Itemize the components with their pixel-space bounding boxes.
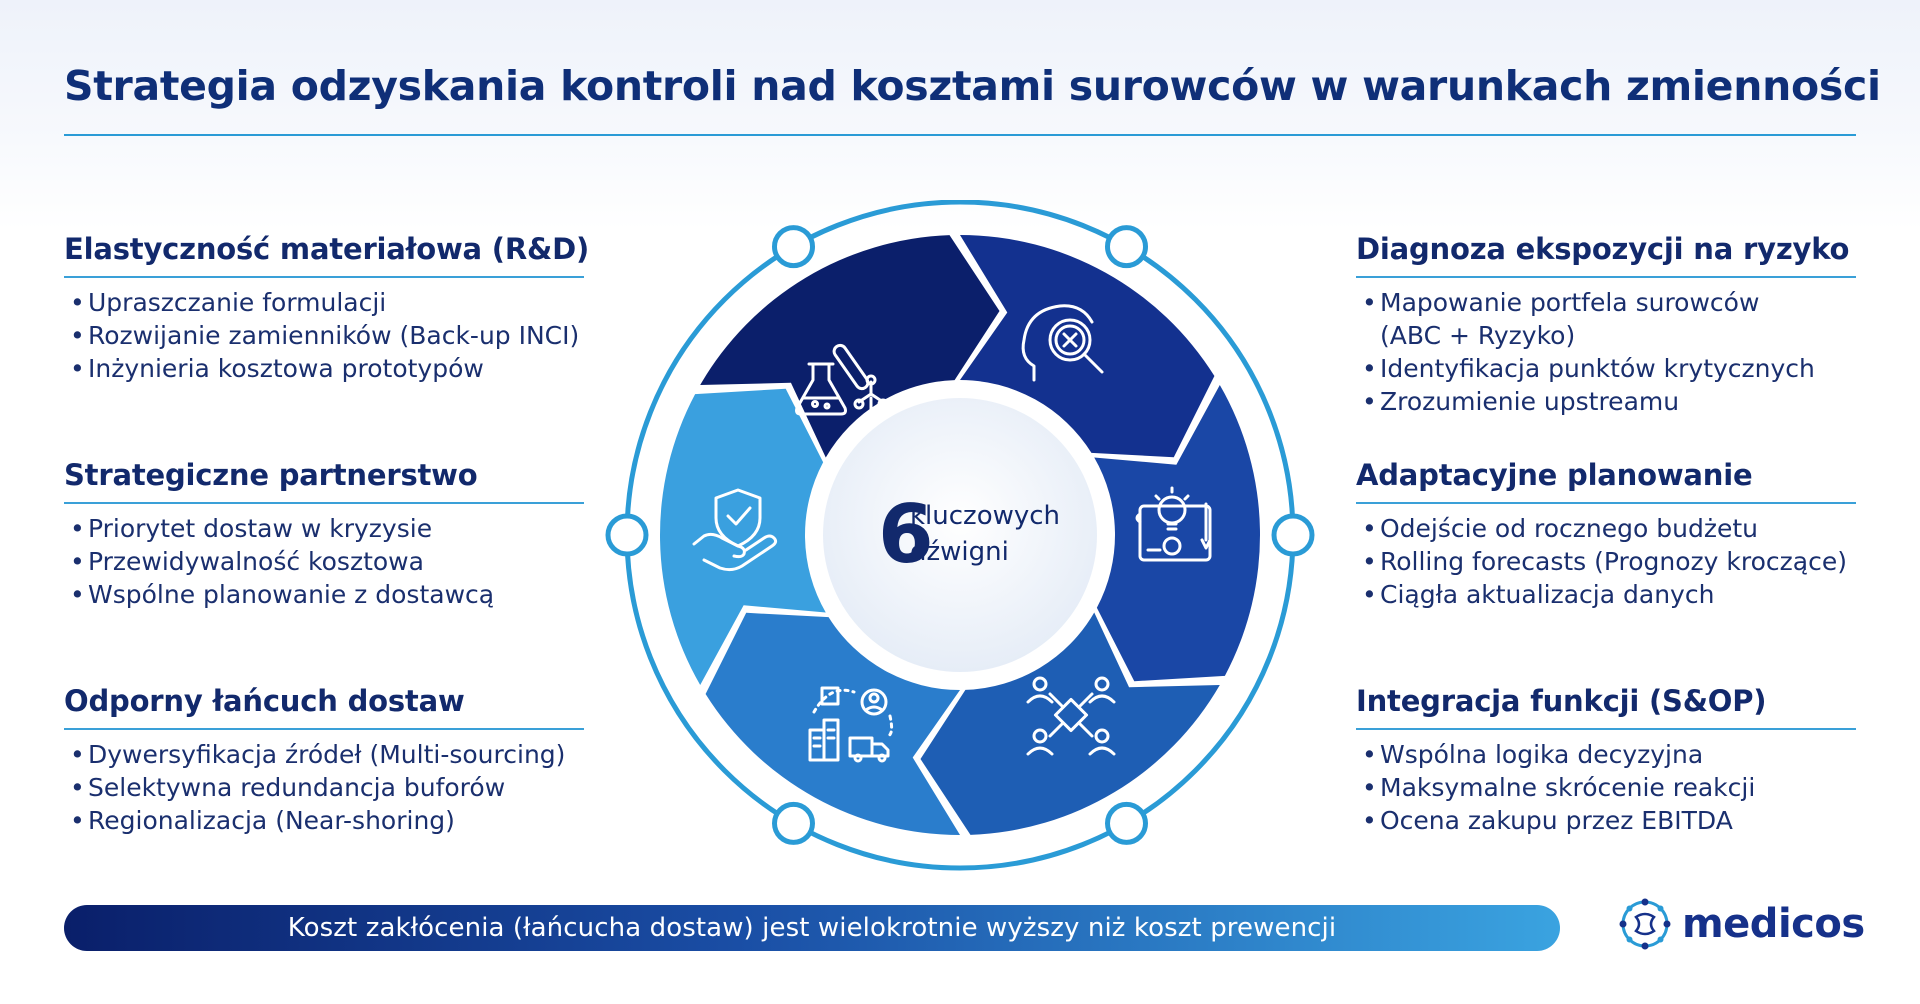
section-strategic-partnership xyxy=(64,458,584,611)
list-item: • Rolling forecasts (Prognozy kroczące) xyxy=(1356,545,1856,578)
list-item: • Przewidywalność kosztowa xyxy=(64,545,584,578)
section-title: Diagnoza ekspozycji na ryzyko xyxy=(1356,232,1856,278)
section-risk-exposure-diagnosis xyxy=(1356,232,1856,418)
section-list xyxy=(64,738,584,837)
ring-dot xyxy=(1274,516,1312,554)
center-number: 6 xyxy=(878,488,934,581)
section-title: Integracja funkcji (S&OP) xyxy=(1356,684,1856,730)
center-label-line2: dźwigni xyxy=(910,537,1009,567)
brand-logo xyxy=(1618,896,1865,952)
section-list xyxy=(1356,738,1856,837)
list-item: • Zrozumienie upstreamu xyxy=(1356,385,1856,418)
ring-dot xyxy=(775,804,813,842)
list-item: • Upraszczanie formulacji xyxy=(64,286,584,319)
section-title: Adaptacyjne planowanie xyxy=(1356,458,1856,504)
section-material-flexibility xyxy=(64,232,590,385)
center-circle xyxy=(823,398,1097,672)
medicos-logo-icon xyxy=(1618,897,1672,951)
section-list xyxy=(1356,512,1856,611)
list-item-continuation: (ABC + Ryzyko) xyxy=(1380,321,1576,350)
list-item: • Odejście od rocznego budżetu xyxy=(1356,512,1856,545)
ring-dot xyxy=(1108,804,1146,842)
section-list xyxy=(64,512,584,611)
section-title: Strategiczne partnerstwo xyxy=(64,458,584,504)
section-adaptive-planning xyxy=(1356,458,1856,611)
ring-dot xyxy=(608,516,646,554)
list-item: • Ocena zakupu przez EBITDA xyxy=(1356,804,1856,837)
list-item: • Wspólna logika decyzyjna xyxy=(1356,738,1856,771)
list-item: • Maksymalne skrócenie reakcji xyxy=(1356,771,1856,804)
center-label-line1: kluczowych xyxy=(910,501,1061,531)
banner-text: Koszt zakłócenia (łańcucha dostaw) jest wielokrotnie wyższy niż koszt prewencji xyxy=(287,913,1337,943)
ring-dot xyxy=(775,228,813,266)
title-divider xyxy=(64,134,1856,136)
section-resilient-supply-chain xyxy=(64,684,584,837)
page-title: Strategia odzyskania kontroli nad kosztami surowców w warunkach zmienności xyxy=(64,62,1881,110)
list-item: • Selektywna redundancja buforów xyxy=(64,771,584,804)
ring-dot xyxy=(1108,228,1146,266)
section-list xyxy=(64,286,584,385)
list-item: • Mapowanie portfela surowców xyxy=(1356,286,1856,319)
section-list xyxy=(1356,286,1856,418)
list-item: • Regionalizacja (Near-shoring) xyxy=(64,804,584,837)
list-item: • Identyfikacja punktów krytycznych xyxy=(1356,352,1856,385)
section-title: Odporny łańcuch dostaw xyxy=(64,684,584,730)
list-item: • Inżynieria kosztowa prototypów xyxy=(64,352,584,385)
list-item: • Rozwijanie zamienników (Back-up INCI) xyxy=(64,319,584,352)
cycle-diagram xyxy=(600,200,1320,880)
list-item: • Priorytet dostaw w kryzysie xyxy=(64,512,584,545)
logo-wordmark: medicos xyxy=(1682,901,1865,947)
section-title: Elastyczność materiałowa (R&D) xyxy=(64,232,584,278)
key-message-banner xyxy=(64,905,1560,951)
list-item: • Ciągła aktualizacja danych xyxy=(1356,578,1856,611)
section-function-integration xyxy=(1356,684,1856,837)
list-item: • Dywersyfikacja źródeł (Multi-sourcing) xyxy=(64,738,584,771)
list-item: • Wspólne planowanie z dostawcą xyxy=(64,578,584,611)
